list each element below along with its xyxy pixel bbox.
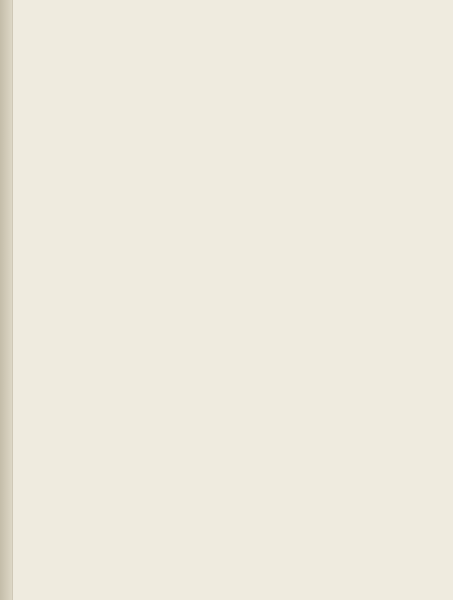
letter-page [12, 0, 453, 600]
binder-edge [0, 0, 12, 600]
